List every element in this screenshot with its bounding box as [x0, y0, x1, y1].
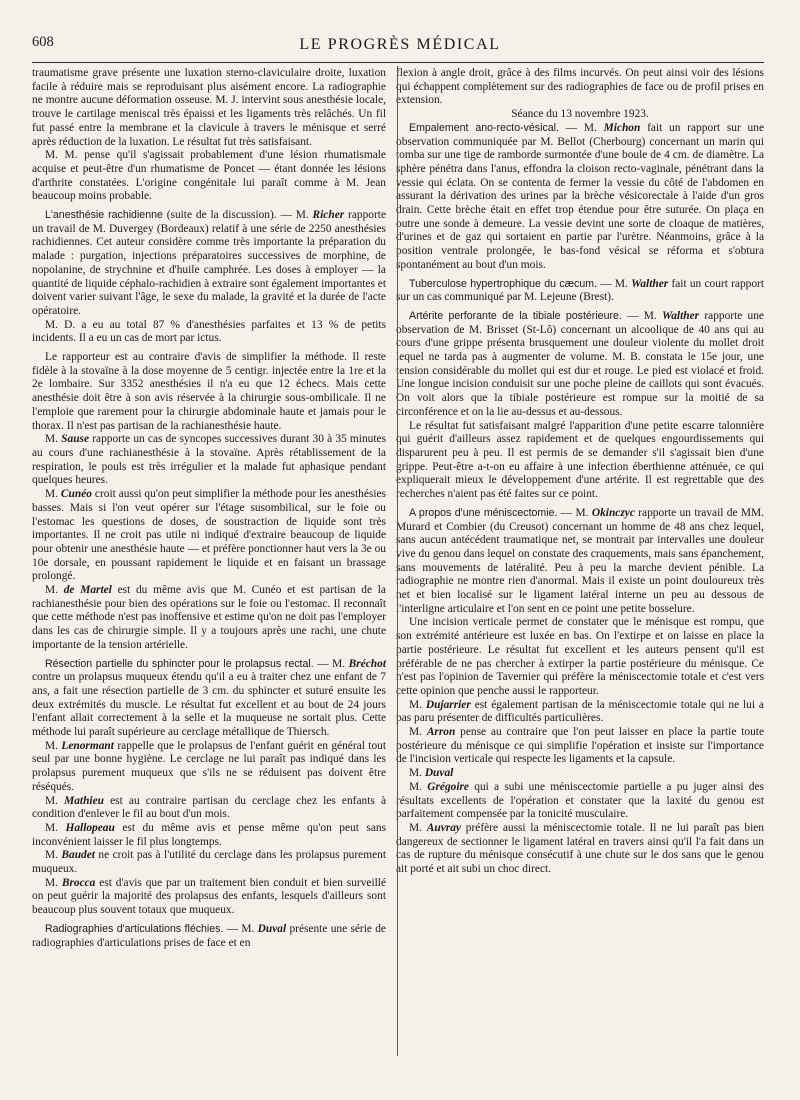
text-run: contre un prolapsus muqueux étendu qu'il a eu à traiter chez une enfant de 7 ans, a fait une résection partielle de 3 cm. du sphincter et suturé ensuite les deux extrémités du muscle. Le résultat fut excellent et au bout de 24 jours l'enfant allait correctement à la selle et la muqueuse ne sortait plus. Cette méthode lui paraît supérieure au cerclage métallique de Thiersch. — [32, 671, 386, 739]
person-name: Brocca — [61, 876, 96, 889]
paragraph — [396, 726, 764, 767]
text-run: Le résultat fut satisfaisant malgré l'apparition d'une petite escarre talonnière qui guérit d'ailleurs assez rapidement et de quelques engourdissements qui disparurent peu à peu. Il est permis de se demander s'il s'agissait bien d'une grippe. Peut-être a-t-on eu affaire à une infection éberthienne atténuée, ce qui expliquerait mieux le développement d'une artérite. Il est regrettable que des recherches n'aient pas été faites sur ce point. — [396, 419, 764, 501]
paragraph — [396, 122, 764, 273]
text-run: M. M. pense qu'il s'agissait probablement d'une lésion rhumatismale acquise et peut-être d'un rhumatisme de Poncet — étant donnée les lésions d'arthrite constatées. L'origine congénitale lui paraît comme à M. Jean beaucoup moins probable. — [32, 149, 386, 203]
paragraph — [32, 849, 386, 876]
paragraph — [32, 433, 386, 488]
text-run: M. — [409, 821, 427, 834]
text-run: ne croit pas à l'utilité du cerclage dans les prolapsus purement muqueux. — [32, 849, 386, 876]
session-heading — [396, 108, 764, 122]
text-run: M. — [45, 876, 62, 889]
text-run: est du même avis que M. Cunéo et est partisan de la rachianesthésie pour bien des opérations sur le foie ou l'estomac. Il reconnaît que cette méthode n'est pas inoffensive et estime qu'on ne doit pas l'employer dans les cas de chirurgie simple. Il y a toujours après une rachi, une chute importante de la tension artérielle. — [32, 584, 386, 651]
text-run: — M. — [557, 506, 592, 519]
paragraph — [32, 67, 386, 149]
person-name: Duval — [424, 767, 454, 780]
paragraph — [396, 67, 764, 108]
text-run: Le rapporteur est au contraire d'avis de simplifier la méthode. Il reste fidèle à la stovaïne à la dose moyenne de 5 centigr. injectée entre la 1re et la 2e lombaire. Sur 3352 anesthésies il n'a eu que 12 échecs. Mais cette anesthésie doit être à son avis réservée à la chirurgie sous-ombilicale. Il ne l'emploie que rarement pour la chirurgie abdominale haute et jamais pour le thorax. Il n'est pas partisan de la rachianesthésie haute. — [32, 351, 386, 432]
person-name: de Martel — [63, 584, 112, 597]
text-run: rapporte une observation de M. Brisset (St-Lô) concernant un alcoolique de 40 ans qui au cours d'une grippe présenta brusquement une douleur violente du mollet droit lequel ne tarda pas à augmenter de volume. M. B. constata le 15e jour, une tension considérable du mollet qui est dur et rouge. Le pied est violacé et froid. Une longue incision conduisit sur une poche pleine de caillots qui sont évacués. On voit alors que la tibiale postérieure est rompue sur la moitié de sa circonférence et on la lie au-dessus et au-dessous. — [396, 309, 764, 418]
paragraph — [32, 923, 386, 950]
text-run: — M. — [223, 922, 258, 935]
section-title: Artérite perforante de la tibiale postérieure. — [409, 309, 622, 322]
text-run: M. — [45, 433, 62, 446]
person-name: Auvray — [426, 821, 461, 834]
text-run: — M. — [313, 657, 349, 670]
text-run: rapporte un travail de MM. Murard et Combier (du Creusot) concernant un homme de 48 ans chez lequel, sans aucun antécédent traumatique net, se montrait par intervalles une douleur vive du genou dans lequel on constate des craquements, mais sans épanchement, sans mouvements de latéralité. Peu à peu la marche devient pénible. La radiographie ne montre rien d'anormal. Mais il existe un point douloureux très net et bien localisé sur le ligament latéral interne un peu au dessous de l'interligne articulaire et l'on sent en ce point une petite bosselure. — [396, 506, 764, 615]
person-name: Richer — [312, 209, 345, 222]
paragraph — [396, 781, 764, 822]
person-name: Michon — [603, 121, 641, 134]
paragraph — [32, 795, 386, 822]
text-run: M. — [45, 488, 61, 501]
text-run: est au contraire partisan du cerclage chez les enfants à condition d'enlever le fil au bout d'un mois. — [32, 794, 386, 821]
person-name: Arron — [426, 726, 456, 739]
person-name: Walther — [661, 309, 700, 322]
text-run: croit aussi qu'on peut simplifier la méthode pour les anesthésies basses. Mais si l'on veut opérer sur l'étage susombilical, sur le foie ou l'estomac les questions de doses, de soustraction de liquide sont très importantes. Il ne croit pas utile ni indiqué d'extraire beaucoup de liquide pour obtenir une anesthésie haute — et préfère ponctionner haut vers la 3e ou 10e dorsale, en poussant rapidement le liquide et en faisant un brassage prolongé. — [32, 488, 386, 583]
text-run: M. — [409, 726, 427, 739]
section-title: L'anesthésie rachidienne — [45, 209, 163, 222]
person-name: Baudet — [61, 849, 95, 862]
text-run: fait un court rapport sur un cas communiqué par M. Lejeune (Brest). — [396, 277, 764, 304]
text-run: M. — [409, 780, 428, 793]
paragraph — [396, 310, 764, 420]
text-run: rapporte un travail de M. Duvergey (Bordeaux) relatif à une série de 2250 anesthésies rachidiennes. Cet auteur considère comme très importante la préparation du malade : purgation, injections préparatoires successives de morphine, de nopolanine, de strychnine et d'huile camphrée. Les doses à employer — la quantité de liquide céphalo-rachidien à extraire sont également importantes et doivent varier suivant l'âge, le sexe du malade, la gravité et la durée de l'acte opératoire. — [32, 209, 386, 317]
text-run: rappelle que le prolapsus de l'enfant guérit en général tout seul par une bonne hygiène. Le cerclage ne lui paraît pas indiqué dans les prolapsus purement muqueux que s'ils ne se réduisent pas doivent être réséqués. — [32, 739, 387, 793]
section-title: A propos d'une méniscectomie. — [409, 506, 558, 519]
journal-title: LE PROGRÈS MÉDICAL — [299, 36, 501, 53]
text-run: flexion à angle droit, grâce à des films incurvés. On peut ainsi voir des lésions qui échappent complètement sur des radiographies de face ou de profil prises en extension. — [396, 67, 764, 107]
paragraph — [32, 822, 386, 849]
text-run: M. D. a eu au total 87 % d'anesthésies parfaites et 13 % de petits incidents. Il a eu un cas de mort par ictus. — [32, 318, 386, 345]
paragraph — [396, 616, 764, 698]
paragraph — [396, 699, 764, 726]
person-name: Dujarrier — [425, 698, 471, 711]
text-run: rapporte un cas de syncopes successives durant 30 à 35 minutes au cours d'une rachianesthésie à la stovaïne. Après rétablissement de la respiration, le pouls est très irrégulier et la malade fut aphasique pendant quelques heures. — [32, 433, 387, 487]
text-columns — [32, 67, 764, 950]
header-rule — [32, 62, 764, 63]
text-run: M. — [45, 739, 62, 752]
text-run: fait un rapport sur une observation communiquée par M. Bellot (Cherbourg) concernant un marin qui tomba sur une tige de ramborde surmontée d'une boule de 4 cm. de diamètre. La sphère pénétra dans l'anus, effondra la cloison recto-vaginale, pénétrant dans la vessie qui éclata. On se contenta de fermer la vessie du côté de l'abdomen en assurant la dérivation des urines par la brèche vésicorectale à l'aide d'un gros drain. Cette brèche était en effet trop étendue pour être suturée. On plaça en outre une sonde à demeure. La vessie devint une sorte de cloaque de matières, d'urines et de gaz qui sortaient en partie par l'urètre. Néanmoins, grâce à la position ventrale prolongée, le bas-fond vésical se réforma et s'obtura spontanément au bout d'un mois. — [396, 121, 764, 271]
section-title: Radiographies d'articulations fléchies. — [45, 922, 224, 935]
text-run: M. — [409, 767, 425, 780]
text-run: Une incision verticale permet de constater que le ménisque est rompu, que son extrémité antérieure est luxée en bas. On l'extirpe et on laisse en place la partie postérieure. Le résultat fut excellent et les auteurs pensent qu'il est préférable de ne pas chercher à extirper la partie postérieure du ménisque. Ce n'est pas l'opinion de Tavernier qui préfère la méniscectomie totale et c'est vers cette opinion que penche aussi le rapporteur. — [396, 616, 764, 697]
section-title: Empalement ano-recto-vésical. — [409, 121, 559, 134]
text-run: M. — [409, 698, 426, 711]
section-title: Résection partielle du sphincter pour le prolapsus rectal. — [45, 657, 314, 670]
column-divider — [397, 66, 398, 1056]
text-run: est du même avis et pense même qu'on peut sans inconvénient laisser le fil plus longtemps. — [32, 821, 386, 848]
left-column — [32, 67, 386, 950]
text-run: M. — [45, 584, 64, 597]
paragraph — [32, 209, 386, 319]
person-name: Bréchot — [348, 657, 386, 670]
person-name: Sause — [61, 433, 90, 446]
person-name: Walther — [631, 277, 669, 290]
paragraph — [32, 488, 386, 584]
text-run: M. — [45, 794, 65, 807]
paragraph — [32, 584, 386, 653]
paragraph — [396, 507, 764, 617]
person-name: Okinczyc — [591, 506, 635, 519]
paragraph — [396, 420, 764, 502]
text-run: Séance du 13 novembre 1923. — [511, 108, 649, 121]
person-name: Lenormant — [61, 739, 114, 752]
text-run: — M. — [621, 309, 662, 322]
paragraph — [32, 319, 386, 346]
text-run: M. — [45, 849, 62, 862]
text-run: est également partisan de la méniscectomie totale qui ne lui a pas paru présenter de difficultés particulières. — [396, 698, 764, 725]
paragraph — [32, 658, 386, 740]
text-run: présente une série de radiographies d'articulations prises de face et en — [32, 922, 386, 949]
text-run: traumatisme grave présente une luxation sterno-claviculaire droite, luxation facile à réduire mais se reproduisant plus aisément encore. La radiographie ne montre aucune déformation osseuse. M. J. intervint sous anesthésie locale, trouve le cartilage meniscal très épaissi et les ligaments très relâchés. Un fil fut passé entre la membrane et la clavicule à travers le ménisque et serré après réduction de la luxation. Le résultat fut très satisfaisant. — [32, 67, 386, 148]
person-name: Mathieu — [64, 794, 104, 807]
paragraph — [32, 351, 386, 433]
page-number: 608 — [32, 34, 54, 50]
text-run: préfère aussi la méniscectomie totale. Il ne lui paraît pas bien dangereux de sectionner le ligament latéral en travers ainsi qu'il l'a fait dans un cas de rupture du ménisque consécutif à une chute sur le dos sans que le genou ait porté et ait subi un choc direct. — [396, 821, 764, 876]
person-name: Duval — [257, 922, 287, 935]
paragraph — [396, 278, 764, 305]
text-run: — M. — [597, 277, 632, 290]
right-column — [396, 67, 764, 950]
person-name: Hallopeau — [65, 821, 115, 834]
paragraph — [32, 740, 386, 795]
paragraph — [32, 149, 386, 204]
paragraph — [396, 767, 764, 781]
text-run: est d'avis que par un traitement bien conduit et bien surveillé on peut guérir la majorité des prolapsus des enfants, lesquels d'ailleurs sont beaucoup plus souvent totaux que muqueux. — [32, 876, 386, 917]
section-title: Tuberculose hypertrophique du cæcum. — [409, 277, 598, 290]
person-name: Cunéo — [60, 488, 92, 501]
text-run: — M. — [558, 121, 604, 134]
paragraph — [32, 877, 386, 918]
text-run: (suite de la discussion). — M. — [162, 209, 313, 222]
person-name: Grégoire — [427, 780, 469, 793]
text-run: qui a subi une méniscectomie partielle a pu juger ainsi des résultats excellents de l'opération et constater que la laxité du genou est parfaitement compensée par la tonicité musculaire. — [396, 780, 764, 821]
paragraph — [396, 822, 764, 877]
text-run: pense au contraire que l'on peut laisser en place la partie toute postérieure du ménisque ce qui simplifie l'opération et insiste sur l'importance de l'incision verticale qui respecte les ligaments et la capsule. — [396, 726, 764, 766]
text-run: M. — [45, 821, 66, 834]
